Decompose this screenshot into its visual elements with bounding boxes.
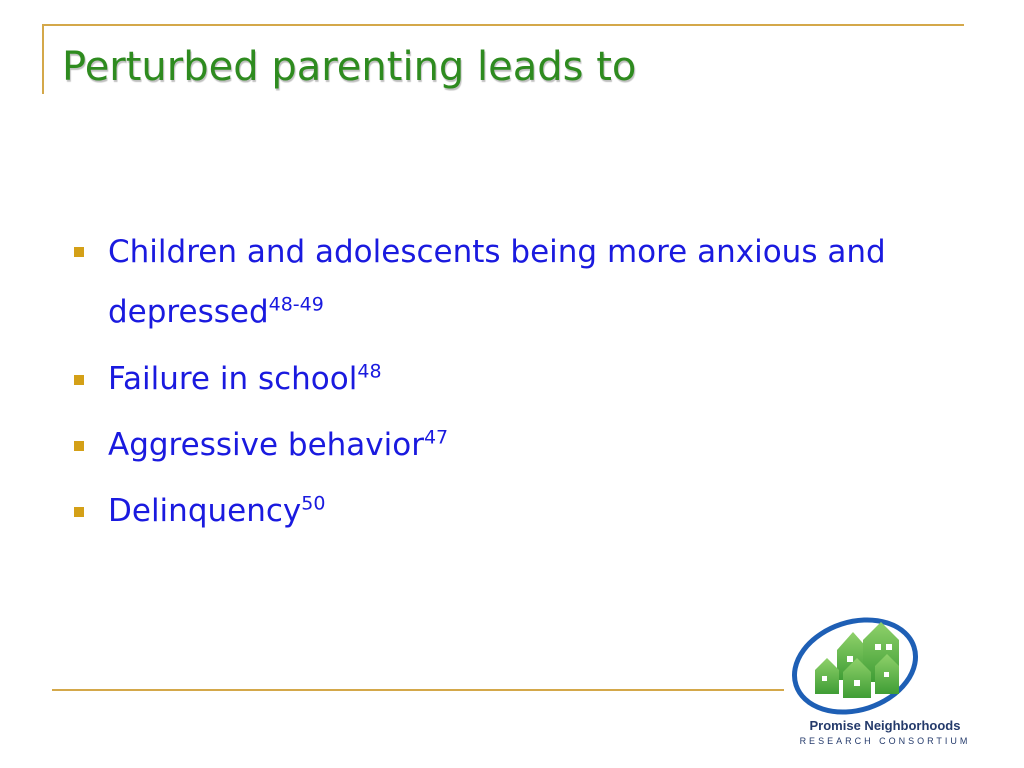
bullet-text: Children and adolescents being more anxious and depressed <box>108 234 886 330</box>
square-bullet-icon <box>74 507 84 517</box>
bullet-text: Delinquency <box>108 493 302 529</box>
bullet-citation: 47 <box>423 426 449 449</box>
bullet-item <box>70 222 970 342</box>
houses-logo-icon <box>785 610 985 718</box>
square-bullet-icon <box>74 375 84 385</box>
logo-name: Promise Neighborhoods <box>809 718 961 733</box>
bullet-list <box>70 222 970 548</box>
bullet-text: Failure in school <box>108 361 358 397</box>
bullet-text: Aggressive behavior <box>108 427 424 463</box>
top-frame-line <box>42 24 964 26</box>
bullet-citation: 50 <box>301 492 326 515</box>
slide-title: Perturbed parenting leads to <box>62 44 637 90</box>
promise-neighborhoods-logo <box>785 610 985 760</box>
square-bullet-icon <box>74 441 84 451</box>
bullet-citation: 48-49 <box>268 293 324 316</box>
square-bullet-icon <box>74 247 84 257</box>
bullet-item <box>70 416 970 474</box>
logo-subtitle: RESEARCH CONSORTIUM <box>799 736 971 746</box>
left-frame-line <box>42 24 44 94</box>
bullet-item <box>70 350 970 408</box>
bullet-item <box>70 482 970 540</box>
bullet-citation: 48 <box>357 360 382 383</box>
bottom-divider <box>52 689 784 691</box>
